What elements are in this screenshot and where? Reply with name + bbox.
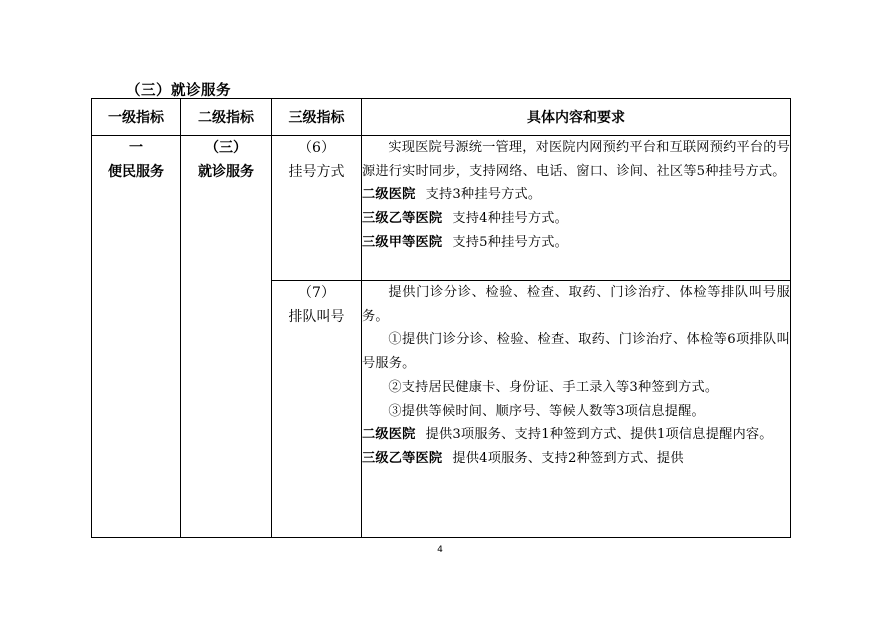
tier-label: 二级医院	[362, 187, 416, 203]
content-paragraph: 提供门诊分诊、检验、检查、取药、门诊治疗、体检等排队叫号服务。	[362, 285, 790, 324]
level2-cell	[181, 136, 272, 538]
section-heading: （三）就诊服务	[126, 83, 231, 99]
table-header-row	[92, 99, 791, 136]
tier-text: 支持3种挂号方式。	[425, 187, 542, 203]
header-level1: 一级指标	[92, 99, 181, 136]
level1-cell	[92, 136, 181, 538]
level2-number: （三）	[205, 140, 247, 156]
requirement-line	[362, 207, 790, 231]
level3-cell-registration	[272, 136, 362, 281]
tier-label: 三级乙等医院	[362, 211, 443, 227]
page-number: 4	[437, 545, 443, 555]
level1-name: 便民服务	[108, 164, 164, 180]
content-paragraph: ③提供等候时间、顺序号、等候人数等3项信息提醒。	[388, 403, 705, 419]
level3-number: （7）	[298, 285, 335, 301]
header-content: 具体内容和要求	[362, 99, 791, 136]
content-paragraph: 实现医院号源统一管理，对医院内网预约平台和互联网预约平台的号源进行实时同步，支持网络、电话、窗口、诊间、社区等5种挂号方式。	[362, 140, 791, 179]
requirement-line	[362, 231, 790, 255]
content-cell-registration	[362, 136, 791, 281]
tier-label: 三级乙等医院	[362, 450, 443, 466]
tier-text: 支持4种挂号方式。	[452, 211, 569, 227]
level3-cell-queue	[272, 281, 362, 538]
level3-name: 排队叫号	[288, 309, 345, 325]
level3-number: （6）	[298, 140, 335, 156]
header-level3: 三级指标	[272, 99, 362, 136]
content-paragraph: ②支持居民健康卡、身份证、手工录入等3种签到方式。	[388, 379, 719, 395]
tier-text: 提供3项服务、支持1种签到方式、提供1项信息提醒内容。	[425, 427, 773, 443]
header-level2: 二级指标	[181, 99, 272, 136]
level3-name: 挂号方式	[288, 164, 345, 180]
requirement-line	[362, 447, 790, 471]
indicator-table	[91, 98, 791, 538]
requirement-line	[362, 423, 790, 447]
content-paragraph: ①提供门诊分诊、检验、检查、取药、门诊治疗、体检等6项排队叫号服务。	[362, 332, 790, 372]
table-row	[92, 136, 791, 281]
tier-text: 支持5种挂号方式。	[452, 234, 569, 250]
tier-label: 二级医院	[362, 427, 416, 443]
tier-label: 三级甲等医院	[362, 234, 443, 250]
requirement-line	[362, 183, 790, 207]
tier-text: 提供4项服务、支持2种签到方式、提供	[452, 450, 684, 466]
level1-number: 一	[129, 140, 143, 156]
level2-name: 就诊服务	[198, 164, 254, 180]
content-cell-queue	[362, 281, 791, 538]
